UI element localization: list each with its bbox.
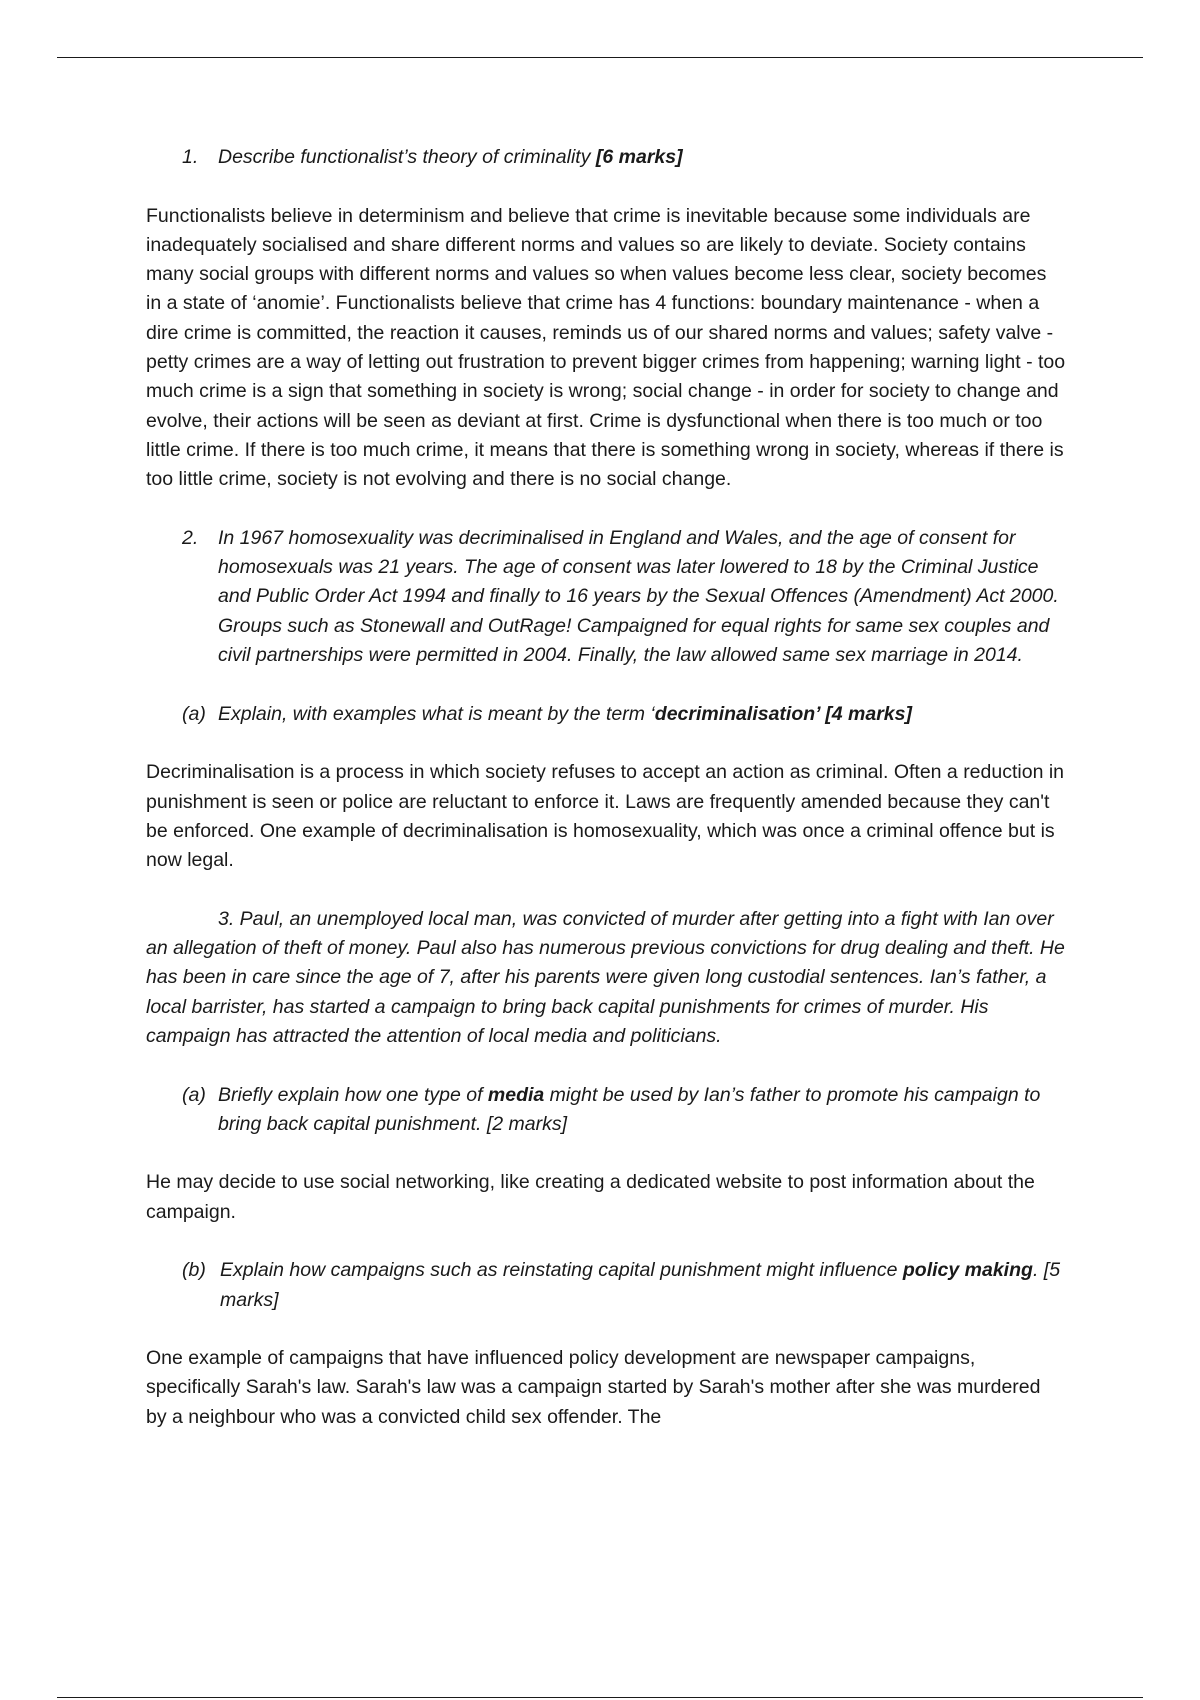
document-body [146,143,1066,1432]
question-2-text: In 1967 homosexuality was decriminalised in England and Wales, and the age of consent for homosexuals was 21 years. The age of consent was later lowered to 18 by the Criminal Justice and Public Order Act 1994 and finally to 16 years by the Sexual Offences (Amendment) Act 2000. Groups such as Stonewall and OutRage! Campaigned for equal rights for same sex couples and civil partnerships were permitted in 2004. Finally, the law allowed same sex marriage in 2014. [218,526,1059,667]
question-3b-text-pre: Explain how campaigns such as reinstating capital punishment might influence [220,1259,903,1282]
question-3a-number: (a) [182,1083,206,1106]
question-2a-term: decriminalisation’ [4 marks] [654,702,912,725]
question-3a-text-post: might be used by Ian’s father to promote his campaign to bring back capital punishment. [2 marks] [218,1083,1041,1135]
footer-rule [57,1697,1143,1698]
question-3a-term: media [487,1083,545,1106]
answer-2a: Decriminalisation is a process in which society refuses to accept an action as criminal. Often a reduction in punishment is seen or police are reluctant to enforce it. Laws are frequently amended because they can't be enforced. One example of decriminalisation is homosexuality, which was once a criminal offence but is now legal. [146,761,1065,872]
question-2-number: 2. [182,526,199,549]
question-3a [146,1081,1066,1140]
header-rule [57,57,1143,58]
question-2a-number: (a) [182,702,206,725]
question-2a-text: Explain, with examples what is meant by the term ‘ [218,702,655,725]
question-1-marks: [6 marks] [595,146,683,168]
question-3b-term: policy making [902,1259,1033,1282]
question-3b [146,1256,1066,1315]
question-3b-number: (b) [182,1259,206,1282]
question-1 [146,143,1066,172]
answer-3b: One example of campaigns that have influenced policy development are newspaper campaigns, specifically Sarah's law. Sarah's law was a campaign started by Sarah's mother after she was murdered by a neighbour who was a convicted child sex offender. The [146,1347,1041,1428]
question-3: 3. Paul, an unemployed local man, was convicted of murder after getting into a fight with Ian over an allegation of theft of money. Paul also has numerous previous convictions for drug dealing and theft. He has been in care since the age of 7, after his parents were given long custodial sentences. Ian’s father, a local barrister, has started a campaign to bring back capital punishments for crimes of murder. His campaign has attracted the attention of local media and politicians. [146,907,1065,1047]
question-2a [146,700,1066,729]
answer-1: Functionalists believe in determinism and believe that crime is inevitable because some individuals are inadequately socialised and share different norms and values so are likely to deviate. Society contains many social groups with different norms and values so when values become less clear, society becomes in a state of ‘anomie’. Functionalists believe that crime has 4 functions: boundary maintenance - when a dire crime is committed, the reaction it causes, reminds us of our shared norms and values; safety valve - petty crimes are a way of letting out frustration to prevent bigger crimes from happening; warning light - too much crime is a sign that something in society is wrong; social change - in order for society to change and evolve, their actions will be seen as deviant at first. Crime is dysfunctional when there is too much or too little crime. If there is too much crime, it means that there is something wrong in society, whereas if there is too little crime, society is not evolving and there is no social change. [146,204,1066,491]
question-1-text: Describe functionalist’s theory of criminality [218,146,591,168]
question-2 [146,524,1066,670]
answer-3a: He may decide to use social networking, like creating a dedicated website to post information about the campaign. [146,1171,1035,1223]
question-3a-text-pre: Briefly explain how one type of [218,1083,488,1106]
question-3b-text-post: . [5 marks] [220,1259,1061,1311]
question-1-number: 1. [182,146,199,168]
